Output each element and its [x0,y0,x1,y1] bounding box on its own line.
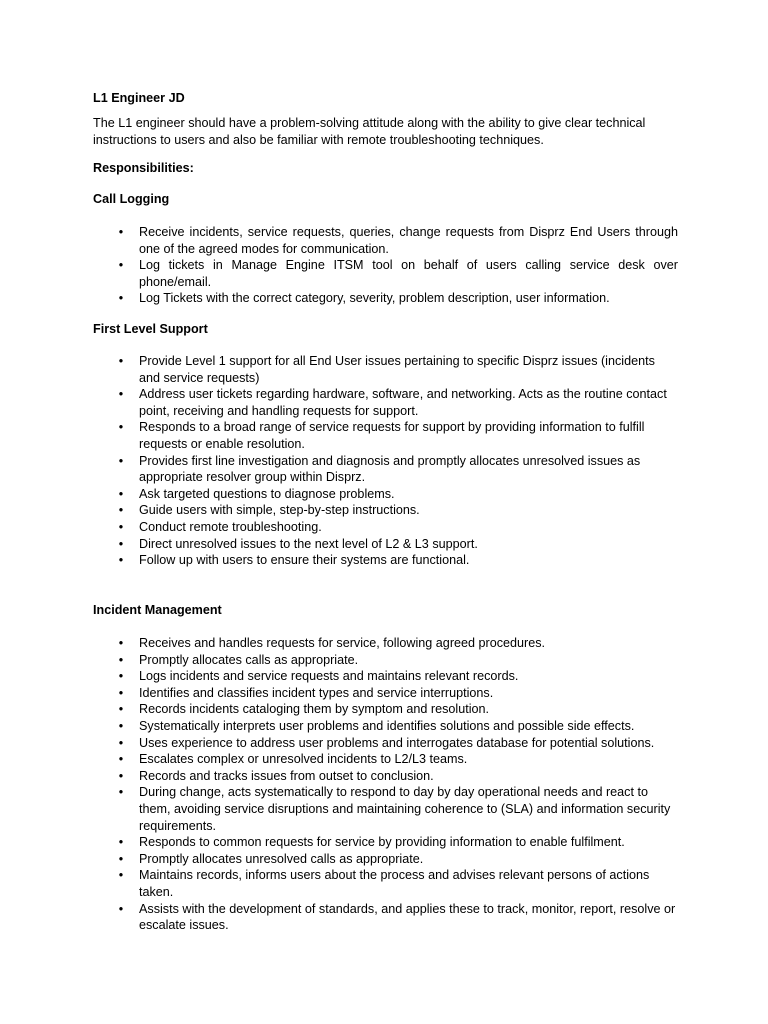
list-item [93,536,678,553]
list-item [93,486,678,503]
list-item [93,735,678,752]
list-item-text: Address user tickets regarding hardware, software, and networking. Acts as the routine contact point, receiving and handling requests for support. [139,387,667,418]
bullet-icon: • [118,453,124,468]
list-item-text: Direct unresolved issues to the next level of L2 & L3 support. [139,536,478,551]
bullet-icon: • [118,503,124,518]
list-item-text: Records and tracks issues from outset to conclusion. [139,768,434,783]
incident-management-list [93,635,678,934]
list-item [93,668,678,685]
list-item [93,851,678,868]
list-item-text: Records incidents cataloging them by symptom and resolution. [139,702,490,717]
bullet-icon: • [118,735,124,750]
bullet-icon: • [118,851,124,866]
list-item-text: During change, acts systematically to respond to day by day operational needs and react to them, avoiding service disruptions and maintaining coherence to (SLA) and information security requirements. [139,785,671,833]
list-item-text: Promptly allocates unresolved calls as appropriate. [139,851,424,866]
bullet-icon: • [118,868,124,883]
list-item-text: Identifies and classifies incident types and service interruptions. [139,685,494,700]
list-item-text: Receive incidents, service requests, queries, change requests from Disprz End Users through one of the agreed modes for communication. [139,225,678,256]
list-item [93,768,678,785]
document-title: L1 Engineer JD [93,91,185,105]
bullet-icon: • [118,785,124,800]
list-item [93,635,678,652]
bullet-icon: • [118,652,124,667]
list-item [93,386,678,419]
bullet-icon: • [118,669,124,684]
incident-management-heading: Incident Management [93,603,222,617]
bullet-icon: • [118,291,124,306]
list-item [93,701,678,718]
list-item [93,685,678,702]
list-item-text: Systematically interprets user problems and identifies solutions and possible side effects. [139,718,635,733]
list-item-text: Escalates complex or unresolved incidents to L2/L3 teams. [139,752,468,767]
list-item [93,784,678,834]
list-item-text: Promptly allocates calls as appropriate. [139,652,359,667]
bullet-icon: • [118,685,124,700]
bullet-icon: • [118,420,124,435]
list-item [93,353,678,386]
bullet-icon: • [118,553,124,568]
bullet-icon: • [118,354,124,368]
intro-paragraph: The L1 engineer should have a problem-solving attitude along with the ability to give clear technical instructions to users and also be familiar with remote troubleshooting techniques. [93,116,646,147]
call-logging-heading: Call Logging [93,192,170,206]
list-item-text: Conduct remote troubleshooting. [139,519,322,534]
list-item [93,502,678,519]
list-item-text: Guide users with simple, step-by-step instructions. [139,503,420,518]
list-item [93,419,678,452]
bullet-icon: • [118,702,124,717]
list-item [93,257,678,290]
bullet-icon: • [118,387,124,402]
list-item-text: Assists with the development of standards, and applies these to track, monitor, report, resolve or escalate issues. [139,901,676,933]
list-item-text: Responds to a broad range of service requests for support by providing information to fulfill requests or enable resolution. [139,420,645,451]
list-item-text: Maintains records, informs users about the process and advises relevant persons of actions taken. [139,868,650,899]
list-item-text: Ask targeted questions to diagnose problems. [139,486,395,501]
list-item-text: Log tickets in Manage Engine ITSM tool on behalf of users calling service desk over phone/email. [139,258,678,289]
bullet-icon: • [118,258,124,273]
first-level-support-heading: First Level Support [93,322,208,336]
list-item [93,834,678,851]
first-level-support-list [93,353,678,569]
list-item-text: Log Tickets with the correct category, severity, problem description, user information. [139,291,610,306]
list-item [93,751,678,768]
list-item [93,224,678,257]
list-item-text: Provide Level 1 support for all End User issues pertaining to specific Disprz issues (incidents and service requests) [139,354,655,385]
responsibilities-heading: Responsibilities: [93,161,194,175]
list-item [93,718,678,735]
call-logging-list [93,224,678,307]
bullet-icon: • [118,752,124,767]
list-item [93,552,678,569]
bullet-icon: • [118,486,124,501]
bullet-icon: • [118,225,124,239]
list-item-text: Provides first line investigation and diagnosis and promptly allocates unresolved issues as appropriate resolver group within Disprz. [139,453,641,485]
list-item [93,652,678,669]
bullet-icon: • [118,718,124,733]
list-item [93,901,678,934]
list-item [93,519,678,536]
list-item [93,290,678,307]
bullet-icon: • [118,636,124,650]
bullet-icon: • [118,536,124,551]
list-item-text: Logs incidents and service requests and maintains relevant records. [139,669,519,684]
list-item [93,867,678,900]
bullet-icon: • [118,768,124,783]
bullet-icon: • [118,901,124,916]
list-item-text: Uses experience to address user problems and interrogates database for potential solutions. [139,735,655,750]
bullet-icon: • [118,519,124,534]
list-item [93,453,678,486]
list-item-text: Responds to common requests for service by providing information to enable fulfilment. [139,835,625,850]
bullet-icon: • [118,835,124,850]
list-item-text: Follow up with users to ensure their systems are functional. [139,553,470,568]
list-item-text: Receives and handles requests for service, following agreed procedures. [139,636,546,650]
